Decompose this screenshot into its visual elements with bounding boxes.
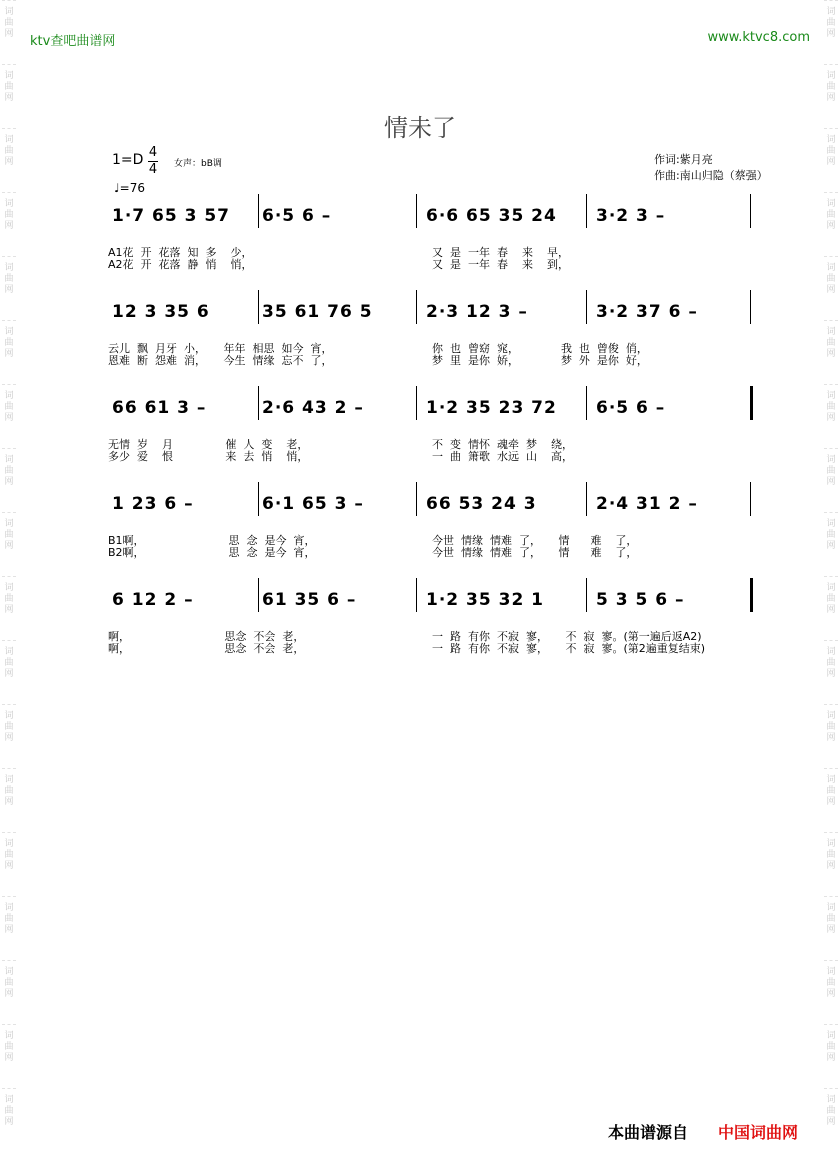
- site-url-header[interactable]: www.ktvc8.com: [707, 30, 810, 45]
- bar-line: [586, 482, 587, 516]
- bar-line: [416, 578, 417, 612]
- bar-line: [258, 386, 259, 420]
- lyric-line: 梦 里 是你 娇， 梦 外 是你 好，: [432, 354, 648, 367]
- bar-line: [416, 386, 417, 420]
- lyric-line: A1花 开 花落 知 多 少，: [108, 246, 253, 259]
- bar-line: [586, 290, 587, 324]
- measure: 3·2 37 6 –: [596, 302, 698, 322]
- lyric-line: 一 路 有你 不寂 寥， 不 寂 寥。(第一遍后返A2): [432, 630, 702, 643]
- lyric-line: 一 曲 箫歌 水远 山 高，: [432, 450, 573, 463]
- lyric-line: 不 变 情怀 魂牵 梦 绕，: [432, 438, 573, 451]
- measure: 12 3 35 6: [112, 302, 210, 322]
- measure: 2·6 43 2 –: [262, 398, 364, 418]
- measure: 1 23 6 –: [112, 494, 194, 514]
- score-row: [0, 494, 840, 584]
- measure: 6·1 65 3 –: [262, 494, 364, 514]
- lyric-line: 一 路 有你 不寂 寥， 不 寂 寥。(第2遍重复结束): [432, 642, 706, 655]
- measure: 1·7 65 3 57: [112, 206, 231, 226]
- bar-line: [416, 290, 417, 324]
- lyric-line: B2啊， 思 念 是今 宵，: [108, 546, 316, 559]
- bar-line: [750, 386, 753, 420]
- measure: 6·5 6 –: [262, 206, 332, 226]
- composer: 作曲:南山归隐（蔡强）: [654, 169, 768, 182]
- lyricist: 作词:紫月亮: [654, 153, 713, 166]
- measure: 6·6 65 35 24: [426, 206, 557, 226]
- lyric-line: B1啊， 思 念 是今 宵，: [108, 534, 316, 547]
- time-sig-top: 4: [148, 145, 158, 160]
- measure: 6 12 2 –: [112, 590, 194, 610]
- lyric-line: 恩难 断 怨难 消， 今生 情缘 忘不 了，: [108, 354, 333, 367]
- bar-line: [750, 194, 751, 228]
- score-row: [0, 206, 840, 296]
- lyric-line: 无情 岁 月 催 人 变 老，: [108, 438, 309, 451]
- bar-line: [750, 290, 751, 324]
- bar-line: [416, 194, 417, 228]
- time-signature: [148, 146, 158, 177]
- lyric-line: 又 是 一年 春 来 到，: [432, 258, 569, 271]
- measure: 6·5 6 –: [596, 398, 666, 418]
- bar-line: [586, 386, 587, 420]
- bar-line: [258, 482, 259, 516]
- lyric-line: 啊， 思念 不会 老，: [108, 630, 305, 643]
- bar-line: [586, 194, 587, 228]
- bar-line: [416, 482, 417, 516]
- measure: 2·4 31 2 –: [596, 494, 698, 514]
- measure: 66 61 3 –: [112, 398, 207, 418]
- measure: 3·2 3 –: [596, 206, 666, 226]
- bar-line: [586, 578, 587, 612]
- measure: 35 61 76 5: [262, 302, 373, 322]
- lyric-line: 多少 爱 恨 来 去 悄 悄，: [108, 450, 309, 463]
- measure: 66 53 24 3: [426, 494, 537, 514]
- side-watermark-left: 词 曲 网 词 曲 网 词 曲 网 词 曲 网 词 曲 网 词 曲 网 词 曲 网 词 曲 网 词 曲 网 词 曲 网 词 曲 网 词 曲 网 词 曲 网 词 曲 网 词 曲 网 词 曲 网 词 曲 网 词 曲 网: [2, 0, 16, 1169]
- side-watermark-right: 词 曲 网 词 曲 网 词 曲 网 词 曲 网 词 曲 网 词 曲 网 词 曲 网 词 曲 网 词 曲 网 词 曲 网 词 曲 网 词 曲 网 词 曲 网 词 曲 网 词 曲 网 词 曲 网 词 曲 网 词 曲 网: [824, 0, 838, 1169]
- lyric-line: 云儿 飘 月牙 小， 年年 相思 如今 宵，: [108, 342, 333, 355]
- key-signature: 1=D: [112, 152, 144, 168]
- site-name-header[interactable]: ktv查吧曲谱网: [30, 34, 116, 49]
- lyric-line: 啊， 思念 不会 老，: [108, 642, 305, 655]
- score-row: [0, 302, 840, 392]
- score-row: [0, 398, 840, 488]
- lyric-line: 今世 情缘 情难 了， 情 难 了，: [432, 534, 638, 547]
- tempo-mark: ♩=76: [114, 181, 145, 195]
- bar-line: [258, 194, 259, 228]
- bar-line: [750, 482, 751, 516]
- lyric-line: A2花 开 花落 静 悄 悄，: [108, 258, 253, 271]
- song-title: 情未了: [384, 114, 456, 142]
- measure: 2·3 12 3 –: [426, 302, 528, 322]
- bar-line: [258, 290, 259, 324]
- score-row: [0, 590, 840, 680]
- footer-site[interactable]: 中国词曲网: [718, 1123, 799, 1142]
- lyric-line: 你 也 曾窈 窕， 我 也 曾俊 俏，: [432, 342, 648, 355]
- credits: [654, 152, 768, 184]
- voice-info: 女声：bB调: [174, 159, 222, 169]
- bar-line: [750, 578, 753, 612]
- footer-source: 本曲谱源自: [608, 1123, 689, 1142]
- lyric-line: 又 是 一年 春 来 早，: [432, 246, 569, 259]
- time-sig-bottom: 4: [148, 162, 158, 177]
- bar-line: [258, 578, 259, 612]
- measure: 1·2 35 32 1: [426, 590, 545, 610]
- measure: 1·2 35 23 72: [426, 398, 557, 418]
- lyric-line: 今世 情缘 情难 了， 情 难 了，: [432, 546, 638, 559]
- measure: 61 35 6 –: [262, 590, 357, 610]
- measure: 5 3 5 6 –: [596, 590, 685, 610]
